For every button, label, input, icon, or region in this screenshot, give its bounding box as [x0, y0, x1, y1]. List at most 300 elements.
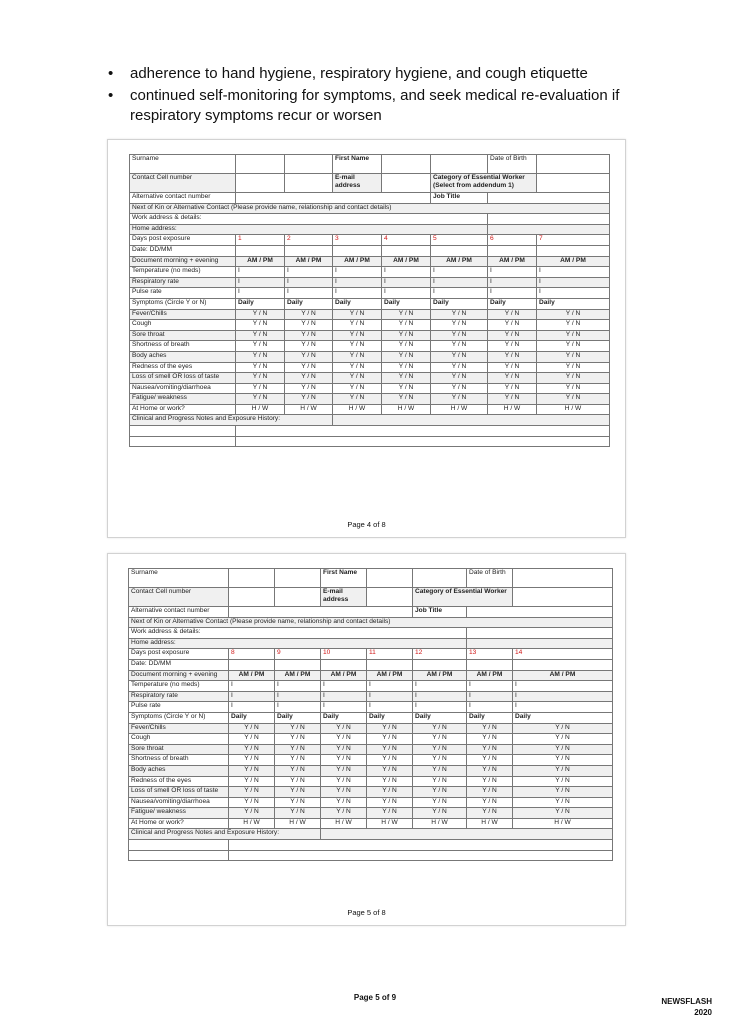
notes-line: [236, 436, 610, 447]
header-row: [129, 569, 613, 588]
brand-name: NEWSFLASH: [661, 997, 712, 1006]
am-pm-cell: AM / PM: [285, 256, 333, 267]
vital-label: Temperature (no meds): [130, 267, 236, 278]
yn-cell: Y / N: [229, 734, 275, 745]
hw-cell: H / W: [333, 404, 382, 415]
vital-cell: I: [236, 267, 285, 278]
date-cell: [413, 659, 467, 670]
vital-cell: I: [229, 681, 275, 692]
vital-cell: I: [236, 277, 285, 288]
document-label: Document morning + evening: [129, 670, 229, 681]
yn-cell: Y / N: [285, 320, 333, 331]
daily-cell: Daily: [333, 298, 382, 309]
home-address-label: Home address:: [129, 638, 467, 649]
symptom-label: Fever/Chills: [129, 723, 229, 734]
vital-cell: I: [275, 702, 321, 713]
symptom-label: Redness of the eyes: [130, 362, 236, 373]
yn-cell: Y / N: [275, 808, 321, 819]
yn-cell: Y / N: [467, 755, 513, 766]
email-value: [367, 588, 413, 607]
yn-cell: Y / N: [382, 351, 431, 362]
daily-cell: Daily: [513, 712, 613, 723]
symptom-label: Cough: [130, 320, 236, 331]
yn-cell: Y / N: [275, 797, 321, 808]
category-label: Category of Essential Worker (Select from addendum 1): [431, 174, 537, 193]
vital-cell: I: [275, 681, 321, 692]
yn-cell: Y / N: [236, 362, 285, 373]
notes-line: [229, 840, 613, 851]
monitoring-form-table: [128, 568, 613, 861]
symptom-row: [129, 808, 613, 819]
yn-cell: Y / N: [285, 341, 333, 352]
symptom-row: [130, 373, 610, 384]
symptom-label: Fever/Chills: [130, 309, 236, 320]
yn-cell: Y / N: [285, 394, 333, 405]
notes-line: [236, 426, 610, 437]
yn-cell: Y / N: [275, 765, 321, 776]
am-pm-cell: AM / PM: [513, 670, 613, 681]
work-address-label: Work address & details:: [129, 628, 467, 639]
vital-cell: I: [382, 277, 431, 288]
next-of-kin-label: Next of Kin or Alternative Contact (Please provide name, relationship and contact details): [129, 617, 613, 628]
vital-label: Respiratory rate: [129, 691, 229, 702]
yn-cell: Y / N: [333, 309, 382, 320]
home-address-value: [488, 224, 610, 235]
yn-cell: Y / N: [285, 309, 333, 320]
yn-cell: Y / N: [321, 776, 367, 787]
vital-cell: I: [236, 288, 285, 299]
vital-cell: I: [537, 267, 610, 278]
bullet-icon: •: [108, 65, 114, 82]
home-work-label: At Home or work?: [130, 404, 236, 415]
footer-page-number: Page 5 of 9: [353, 993, 397, 1002]
am-pm-cell: AM / PM: [467, 670, 513, 681]
yn-cell: Y / N: [367, 723, 413, 734]
date-cell: [431, 245, 488, 256]
yn-cell: Y / N: [285, 362, 333, 373]
yn-cell: Y / N: [236, 309, 285, 320]
first-name-value: [382, 155, 431, 174]
yn-cell: Y / N: [413, 776, 467, 787]
yn-cell: Y / N: [275, 787, 321, 798]
symptom-label: Redness of the eyes: [129, 776, 229, 787]
date-cell: [229, 659, 275, 670]
symptom-label: Body aches: [129, 765, 229, 776]
header-row: [129, 638, 613, 649]
am-pm-cell: AM / PM: [431, 256, 488, 267]
date-cell: [537, 245, 610, 256]
work-address-label: Work address & details:: [130, 214, 488, 225]
notes-line: [229, 850, 613, 861]
home-address-label: Home address:: [130, 224, 488, 235]
yn-cell: Y / N: [236, 351, 285, 362]
yn-cell: Y / N: [229, 787, 275, 798]
yn-cell: Y / N: [275, 755, 321, 766]
daily-cell: Daily: [321, 712, 367, 723]
category-value: [513, 588, 613, 607]
days-row: [130, 235, 610, 246]
yn-cell: Y / N: [467, 797, 513, 808]
first-name-label: First Name: [321, 569, 367, 588]
yn-cell: Y / N: [236, 330, 285, 341]
am-pm-row: [129, 670, 613, 681]
symptom-row: [130, 351, 610, 362]
date-label: Date: DD/MM: [130, 245, 236, 256]
header-row: [130, 224, 610, 235]
vital-cell: I: [285, 277, 333, 288]
notes-row: [129, 829, 613, 840]
yn-cell: Y / N: [467, 723, 513, 734]
yn-cell: Y / N: [513, 723, 613, 734]
yn-cell: Y / N: [275, 744, 321, 755]
vital-cell: I: [367, 702, 413, 713]
symptom-label: Loss of smell OR loss of taste: [130, 373, 236, 384]
vital-cell: I: [413, 702, 467, 713]
yn-cell: Y / N: [285, 383, 333, 394]
symptom-label: Nausea/vomiting/diarrhoea: [129, 797, 229, 808]
symptoms-label: Symptoms (Circle Y or N): [130, 298, 236, 309]
symptom-row: [129, 723, 613, 734]
am-pm-cell: AM / PM: [488, 256, 537, 267]
day-number: 12: [413, 649, 467, 660]
day-number: 7: [537, 235, 610, 246]
symptom-row: [129, 765, 613, 776]
yn-cell: Y / N: [537, 351, 610, 362]
document-label: Document morning + evening: [130, 256, 236, 267]
yn-cell: Y / N: [236, 341, 285, 352]
yn-cell: Y / N: [537, 309, 610, 320]
daily-cell: Daily: [367, 712, 413, 723]
surname-value: [236, 155, 285, 174]
job-title-value: [488, 193, 610, 204]
surname-label: Surname: [130, 155, 236, 174]
vital-cell: I: [431, 267, 488, 278]
hw-cell: H / W: [236, 404, 285, 415]
yn-cell: Y / N: [321, 787, 367, 798]
symptom-row: [129, 776, 613, 787]
am-pm-cell: AM / PM: [367, 670, 413, 681]
yn-cell: Y / N: [537, 394, 610, 405]
symptom-row: [129, 797, 613, 808]
header-row: [129, 628, 613, 639]
dob-value: [513, 569, 613, 588]
yn-cell: Y / N: [537, 373, 610, 384]
vital-label: Pulse rate: [129, 702, 229, 713]
symptom-row: [130, 320, 610, 331]
yn-cell: Y / N: [467, 787, 513, 798]
symptom-label: Sore throat: [129, 744, 229, 755]
yn-cell: Y / N: [488, 394, 537, 405]
vital-cell: I: [513, 702, 613, 713]
page-label: Page 4 of 8: [347, 520, 386, 529]
notes-line: [130, 426, 236, 437]
hw-cell: H / W: [382, 404, 431, 415]
yn-cell: Y / N: [285, 351, 333, 362]
yn-cell: Y / N: [413, 755, 467, 766]
vital-cell: I: [488, 277, 537, 288]
vital-cell: I: [413, 691, 467, 702]
vital-cell: I: [367, 681, 413, 692]
day-number: 9: [275, 649, 321, 660]
am-pm-cell: AM / PM: [229, 670, 275, 681]
email-value: [382, 174, 431, 193]
yn-cell: Y / N: [431, 373, 488, 384]
daily-cell: Daily: [488, 298, 537, 309]
yn-cell: Y / N: [367, 734, 413, 745]
yn-cell: Y / N: [413, 744, 467, 755]
yn-cell: Y / N: [229, 797, 275, 808]
notes-line: [129, 850, 229, 861]
notes-row: [129, 840, 613, 851]
daily-cell: Daily: [382, 298, 431, 309]
yn-cell: Y / N: [467, 765, 513, 776]
contact-value: [275, 588, 321, 607]
date-cell: [236, 245, 285, 256]
yn-cell: Y / N: [382, 362, 431, 373]
yn-cell: Y / N: [382, 341, 431, 352]
yn-cell: Y / N: [275, 776, 321, 787]
yn-cell: Y / N: [537, 362, 610, 373]
first-name-value: [413, 569, 467, 588]
page-label: Page 5 of 8: [347, 908, 386, 917]
vital-cell: I: [467, 691, 513, 702]
date-cell: [467, 659, 513, 670]
dob-label: Date of Birth: [467, 569, 513, 588]
symptom-label: Fatigue/ weakness: [130, 394, 236, 405]
symptom-row: [129, 787, 613, 798]
daily-cell: Daily: [229, 712, 275, 723]
yn-cell: Y / N: [321, 765, 367, 776]
yn-cell: Y / N: [513, 734, 613, 745]
day-number: 5: [431, 235, 488, 246]
symptoms-header-row: [130, 298, 610, 309]
vital-cell: I: [488, 267, 537, 278]
symptom-label: Sore throat: [130, 330, 236, 341]
yn-cell: Y / N: [467, 776, 513, 787]
yn-cell: Y / N: [537, 341, 610, 352]
yn-cell: Y / N: [236, 383, 285, 394]
vital-cell: I: [321, 691, 367, 702]
yn-cell: Y / N: [382, 394, 431, 405]
daily-cell: Daily: [413, 712, 467, 723]
am-pm-cell: AM / PM: [321, 670, 367, 681]
vital-row: [130, 288, 610, 299]
vital-cell: I: [431, 277, 488, 288]
header-row: [129, 607, 613, 618]
yn-cell: Y / N: [413, 797, 467, 808]
days-label: Days post exposure: [129, 649, 229, 660]
am-pm-row: [130, 256, 610, 267]
bullet-text: continued self-monitoring for symptoms, and seek medical re-evaluation if respiratory symptoms recur or worsen: [130, 87, 620, 124]
daily-cell: Daily: [275, 712, 321, 723]
yn-cell: Y / N: [367, 755, 413, 766]
yn-cell: Y / N: [229, 723, 275, 734]
first-name-label: First Name: [333, 155, 382, 174]
symptom-row: [129, 734, 613, 745]
yn-cell: Y / N: [413, 723, 467, 734]
hw-cell: H / W: [229, 818, 275, 829]
yn-cell: Y / N: [431, 309, 488, 320]
yn-cell: Y / N: [488, 330, 537, 341]
header-row: [130, 155, 610, 174]
home-work-row: [129, 818, 613, 829]
symptom-row: [130, 309, 610, 320]
date-cell: [367, 659, 413, 670]
alt-contact-label: Alternative contact number: [129, 607, 229, 618]
yn-cell: Y / N: [229, 776, 275, 787]
yn-cell: Y / N: [537, 330, 610, 341]
yn-cell: Y / N: [488, 373, 537, 384]
yn-cell: Y / N: [382, 373, 431, 384]
header-row: [129, 617, 613, 628]
form-page-5: [107, 553, 626, 926]
vital-row: [130, 267, 610, 278]
yn-cell: Y / N: [467, 744, 513, 755]
vital-cell: I: [229, 691, 275, 702]
yn-cell: Y / N: [236, 373, 285, 384]
vital-label: Temperature (no meds): [129, 681, 229, 692]
am-pm-cell: AM / PM: [537, 256, 610, 267]
date-cell: [513, 659, 613, 670]
job-title-label: Job Title: [431, 193, 488, 204]
day-number: 8: [229, 649, 275, 660]
yn-cell: Y / N: [333, 394, 382, 405]
alt-contact-label: Alternative contact number: [130, 193, 236, 204]
yn-cell: Y / N: [513, 744, 613, 755]
days-label: Days post exposure: [130, 235, 236, 246]
next-of-kin-label: Next of Kin or Alternative Contact (Please provide name, relationship and contact details): [130, 203, 610, 214]
date-cell: [321, 659, 367, 670]
hw-cell: H / W: [431, 404, 488, 415]
symptom-label: Cough: [129, 734, 229, 745]
date-row: [129, 659, 613, 670]
daily-cell: Daily: [537, 298, 610, 309]
email-label: E-mail address: [321, 588, 367, 607]
symptoms-header-row: [129, 712, 613, 723]
symptom-label: Shortness of breath: [130, 341, 236, 352]
yn-cell: Y / N: [285, 373, 333, 384]
yn-cell: Y / N: [488, 309, 537, 320]
date-label: Date: DD/MM: [129, 659, 229, 670]
yn-cell: Y / N: [367, 776, 413, 787]
yn-cell: Y / N: [333, 330, 382, 341]
yn-cell: Y / N: [333, 341, 382, 352]
vital-row: [129, 681, 613, 692]
date-cell: [285, 245, 333, 256]
first-name-value: [431, 155, 488, 174]
yn-cell: Y / N: [333, 320, 382, 331]
bullet-item: [108, 64, 678, 84]
symptom-row: [130, 394, 610, 405]
daily-cell: Daily: [285, 298, 333, 309]
days-row: [129, 649, 613, 660]
yn-cell: Y / N: [333, 383, 382, 394]
symptom-row: [130, 383, 610, 394]
yn-cell: Y / N: [488, 320, 537, 331]
symptom-label: Nausea/vomiting/diarrhoea: [130, 383, 236, 394]
vital-cell: I: [321, 702, 367, 713]
yn-cell: Y / N: [321, 723, 367, 734]
day-number: 13: [467, 649, 513, 660]
yn-cell: Y / N: [513, 808, 613, 819]
am-pm-cell: AM / PM: [275, 670, 321, 681]
symptom-row: [129, 744, 613, 755]
yn-cell: Y / N: [513, 765, 613, 776]
vital-cell: I: [537, 277, 610, 288]
category-label: Category of Essential Worker: [413, 588, 513, 607]
header-row: [130, 203, 610, 214]
yn-cell: Y / N: [321, 734, 367, 745]
yn-cell: Y / N: [431, 362, 488, 373]
hw-cell: H / W: [285, 404, 333, 415]
yn-cell: Y / N: [488, 351, 537, 362]
yn-cell: Y / N: [333, 373, 382, 384]
work-address-value: [488, 214, 610, 225]
yn-cell: Y / N: [321, 808, 367, 819]
daily-cell: Daily: [236, 298, 285, 309]
home-address-value: [467, 638, 613, 649]
symptom-label: Shortness of breath: [129, 755, 229, 766]
symptom-row: [130, 362, 610, 373]
hw-cell: H / W: [413, 818, 467, 829]
vital-row: [130, 277, 610, 288]
yn-cell: Y / N: [513, 755, 613, 766]
vital-cell: I: [275, 691, 321, 702]
surname-value: [275, 569, 321, 588]
notes-line: [130, 436, 236, 447]
notes-label: Clinical and Progress Notes and Exposure History:: [130, 415, 333, 426]
dob-value: [537, 155, 610, 174]
day-number: 2: [285, 235, 333, 246]
symptom-row: [129, 755, 613, 766]
day-number: 4: [382, 235, 431, 246]
contact-value: [236, 174, 285, 193]
date-cell: [488, 245, 537, 256]
vital-cell: I: [488, 288, 537, 299]
category-value: [537, 174, 610, 193]
notes-row: [129, 850, 613, 861]
dob-label: Date of Birth: [488, 155, 537, 174]
yn-cell: Y / N: [367, 744, 413, 755]
yn-cell: Y / N: [367, 787, 413, 798]
symptom-row: [130, 330, 610, 341]
yn-cell: Y / N: [321, 744, 367, 755]
hw-cell: H / W: [513, 818, 613, 829]
hw-cell: H / W: [488, 404, 537, 415]
yn-cell: Y / N: [229, 808, 275, 819]
alt-contact-value: [229, 607, 413, 618]
yn-cell: Y / N: [367, 808, 413, 819]
work-address-value: [467, 628, 613, 639]
yn-cell: Y / N: [229, 744, 275, 755]
day-number: 1: [236, 235, 285, 246]
symptom-label: Body aches: [130, 351, 236, 362]
yn-cell: Y / N: [431, 341, 488, 352]
notes-value: [321, 829, 613, 840]
job-title-label: Job Title: [413, 607, 467, 618]
yn-cell: Y / N: [431, 351, 488, 362]
vital-cell: I: [285, 288, 333, 299]
surname-value: [229, 569, 275, 588]
yn-cell: Y / N: [513, 787, 613, 798]
yn-cell: Y / N: [236, 394, 285, 405]
footer-brand: [661, 996, 712, 1018]
am-pm-cell: AM / PM: [333, 256, 382, 267]
daily-cell: Daily: [467, 712, 513, 723]
hw-cell: H / W: [275, 818, 321, 829]
bullet-item: [108, 86, 678, 126]
hw-cell: H / W: [367, 818, 413, 829]
